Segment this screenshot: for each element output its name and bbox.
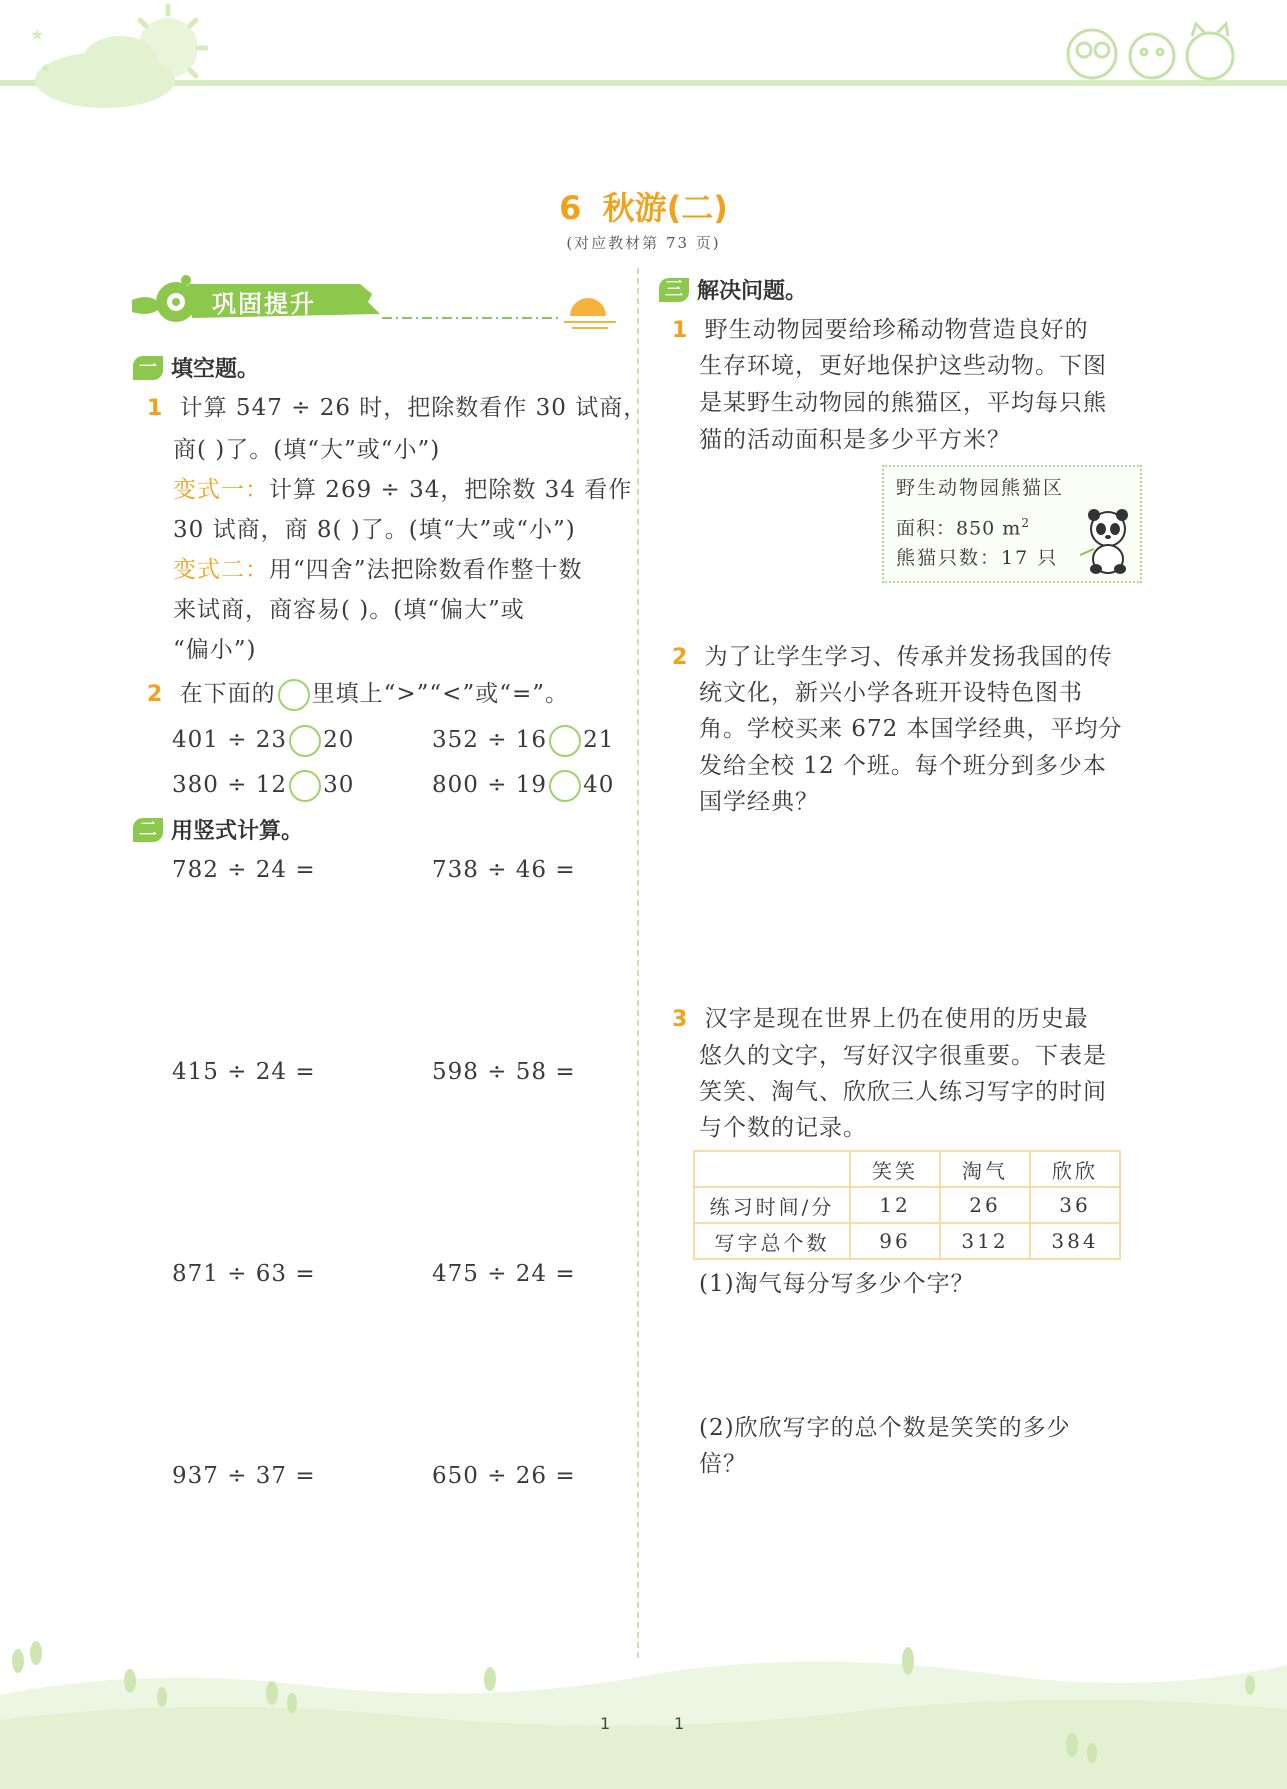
info-box-area bbox=[896, 508, 1030, 543]
s1-q1-variant1-line1 bbox=[173, 470, 632, 510]
s3-q1-line4: 猫的活动面积是多少平方米？ bbox=[699, 427, 1011, 453]
s3-q1-line2: 生存环境，更好地保护这些动物。下图 bbox=[699, 353, 1107, 379]
variant2-text1: 用“四舍”法把除数看作整十数 bbox=[269, 557, 583, 583]
s3-q3-line3: 笑笑、淘气、欣欣三人练习写字的时间 bbox=[699, 1079, 1107, 1105]
compare-right: 40 bbox=[583, 772, 615, 798]
compare-left: 800 ÷ 19 bbox=[432, 772, 548, 798]
compare-right: 20 bbox=[323, 727, 355, 753]
lesson-number: 6 bbox=[559, 189, 582, 227]
answer-circle[interactable] bbox=[289, 725, 321, 757]
section1-title: 填空题。 bbox=[171, 357, 260, 382]
section3-heading bbox=[659, 274, 807, 305]
s3-q3-text: 汉字是现在世界上仍在使用的历史最 bbox=[704, 1006, 1089, 1032]
compare-item-4 bbox=[432, 765, 614, 805]
compare-left: 380 ÷ 12 bbox=[172, 772, 288, 798]
s1-q2-text-a: 在下面的 bbox=[179, 681, 276, 707]
answer-circle[interactable] bbox=[549, 770, 581, 802]
table-cell: 36 bbox=[1030, 1187, 1120, 1223]
section2-tag: 二 bbox=[133, 818, 163, 842]
panda-area-info-box bbox=[882, 465, 1142, 583]
division-problem: 782 ÷ 24 = bbox=[172, 857, 316, 883]
table-header-cell: 淘气 bbox=[940, 1151, 1030, 1187]
textbook-page-note: (对应教材第 73 页) bbox=[566, 234, 721, 252]
s3-q3-number: 3 bbox=[672, 1007, 689, 1032]
s3-q3-line1 bbox=[672, 999, 1089, 1040]
banner-label: 巩固提升 bbox=[212, 290, 316, 318]
sun-cloud-decoration bbox=[10, 0, 210, 115]
compare-left: 401 ÷ 23 bbox=[172, 727, 288, 753]
info-box-count: 熊猫只数：17 只 bbox=[896, 547, 1059, 569]
compare-left: 352 ÷ 16 bbox=[432, 727, 548, 753]
banner-shape bbox=[132, 272, 616, 336]
division-problem: 871 ÷ 63 = bbox=[172, 1261, 316, 1287]
s3-q1-line1 bbox=[672, 310, 1089, 351]
division-problem: 738 ÷ 46 = bbox=[432, 857, 576, 883]
compare-item-1 bbox=[172, 720, 354, 760]
compare-right: 30 bbox=[323, 772, 355, 798]
section3-tag: 三 bbox=[659, 278, 689, 302]
section3-title: 解决问题。 bbox=[697, 279, 808, 304]
table-cell: 312 bbox=[940, 1223, 1030, 1259]
s3-q2-line4: 发给全校 12 个班。每个班分到多少本 bbox=[699, 753, 1107, 779]
s1-q1-line2: 商( )了。(填“大”或“小”) bbox=[173, 437, 441, 463]
division-problem: 650 ÷ 26 = bbox=[432, 1463, 576, 1489]
compare-circle-icon bbox=[278, 679, 310, 711]
s3-q1-text: 野生动物园要给珍稀动物营造良好的 bbox=[704, 317, 1089, 343]
table-row bbox=[694, 1187, 1120, 1223]
s3-q2-number: 2 bbox=[672, 645, 689, 670]
section2-title: 用竖式计算。 bbox=[171, 819, 304, 844]
svg-text:★: ★ bbox=[30, 25, 45, 44]
table-cell: 384 bbox=[1030, 1223, 1120, 1259]
animal-faces-decoration bbox=[1060, 18, 1260, 84]
s1-q2-number: 2 bbox=[147, 682, 164, 707]
area-text: 面积：850 m bbox=[896, 517, 1022, 540]
s3-q2-line2: 统文化，新兴小学各班开设特色图书 bbox=[699, 680, 1083, 706]
s3-q2-text: 为了让学生学习、传承并发扬我国的传 bbox=[704, 644, 1113, 670]
section1-heading bbox=[133, 352, 259, 383]
hills-decoration bbox=[0, 1625, 1287, 1789]
s1-q1-number: 1 bbox=[147, 396, 164, 421]
s3-q3-line4: 与个数的记录。 bbox=[699, 1115, 867, 1141]
s3-q2-line5: 国学经典？ bbox=[699, 789, 819, 815]
svg-text:★: ★ bbox=[40, 61, 51, 75]
page-number-right: 1 bbox=[674, 1714, 685, 1733]
table-header-cell bbox=[694, 1151, 850, 1187]
column-divider bbox=[637, 268, 639, 1658]
division-problem: 598 ÷ 58 = bbox=[432, 1059, 576, 1085]
table-cell: 26 bbox=[940, 1187, 1030, 1223]
s1-q2-line bbox=[147, 674, 569, 715]
area-unit-sup: 2 bbox=[1021, 516, 1030, 530]
table-cell: 练习时间/分 bbox=[694, 1187, 850, 1223]
s3-q3-sub2-line2: 倍？ bbox=[699, 1451, 747, 1477]
s1-q1-variant2-line2: 来试商，商容易( )。(填“偏大”或 bbox=[173, 597, 525, 623]
variant2-label: 变式二： bbox=[173, 557, 269, 583]
compare-right: 21 bbox=[583, 727, 615, 753]
s3-q1-line3: 是某野生动物园的熊猫区，平均每只熊 bbox=[699, 390, 1107, 416]
lesson-title-text: 秋游(二) bbox=[602, 189, 728, 227]
table-header-cell: 笑笑 bbox=[850, 1151, 940, 1187]
s3-q2-line1 bbox=[672, 637, 1113, 678]
answer-circle[interactable] bbox=[549, 725, 581, 757]
table-header-row bbox=[694, 1151, 1120, 1187]
section1-tag: 一 bbox=[133, 356, 163, 380]
s1-q1-line1 bbox=[147, 388, 647, 429]
lesson-title bbox=[0, 188, 1287, 228]
variant1-label: 变式一： bbox=[173, 477, 269, 503]
table-row bbox=[694, 1223, 1120, 1259]
s1-q1-text1: 计算 547 ÷ 26 时，把除数看作 30 试商， bbox=[179, 395, 648, 421]
s3-q3-sub2-line1: (2)欣欣写字的总个数是笑笑的多少 bbox=[699, 1415, 1071, 1441]
division-problem: 475 ÷ 24 = bbox=[432, 1261, 576, 1287]
variant1-text1: 计算 269 ÷ 34，把除数 34 看作 bbox=[269, 477, 633, 503]
panda-icon bbox=[1080, 507, 1136, 577]
s1-q1-variant2-line3: “偏小”) bbox=[173, 637, 257, 663]
page-number-left: 1 bbox=[600, 1714, 611, 1733]
compare-item-2 bbox=[432, 720, 614, 760]
s3-q3-sub1: (1)淘气每分写多少个字？ bbox=[699, 1271, 975, 1297]
s1-q2-text-b: 里填上“>”“<”或“=”。 bbox=[311, 681, 569, 707]
s1-q1-variant1-line2: 30 试商，商 8( )了。(填“大”或“小”) bbox=[173, 517, 576, 543]
s3-q3-line2: 悠久的文字，写好汉字很重要。下表是 bbox=[699, 1043, 1107, 1069]
division-problem: 415 ÷ 24 = bbox=[172, 1059, 316, 1085]
answer-circle[interactable] bbox=[289, 770, 321, 802]
section2-heading bbox=[133, 814, 303, 845]
compare-item-3 bbox=[172, 765, 354, 805]
s1-q1-variant2-line1 bbox=[173, 550, 583, 590]
table-cell: 12 bbox=[850, 1187, 940, 1223]
info-box-title: 野生动物园熊猫区 bbox=[896, 477, 1065, 499]
table-cell: 96 bbox=[850, 1223, 940, 1259]
table-header-cell: 欣欣 bbox=[1030, 1151, 1120, 1187]
s3-q1-number: 1 bbox=[672, 318, 689, 343]
table-cell: 写字总个数 bbox=[694, 1223, 850, 1259]
writing-record-table bbox=[693, 1150, 1121, 1260]
s3-q2-line3: 角。学校买来 672 本国学经典，平均分 bbox=[699, 716, 1123, 742]
division-problem: 937 ÷ 37 = bbox=[172, 1463, 316, 1489]
